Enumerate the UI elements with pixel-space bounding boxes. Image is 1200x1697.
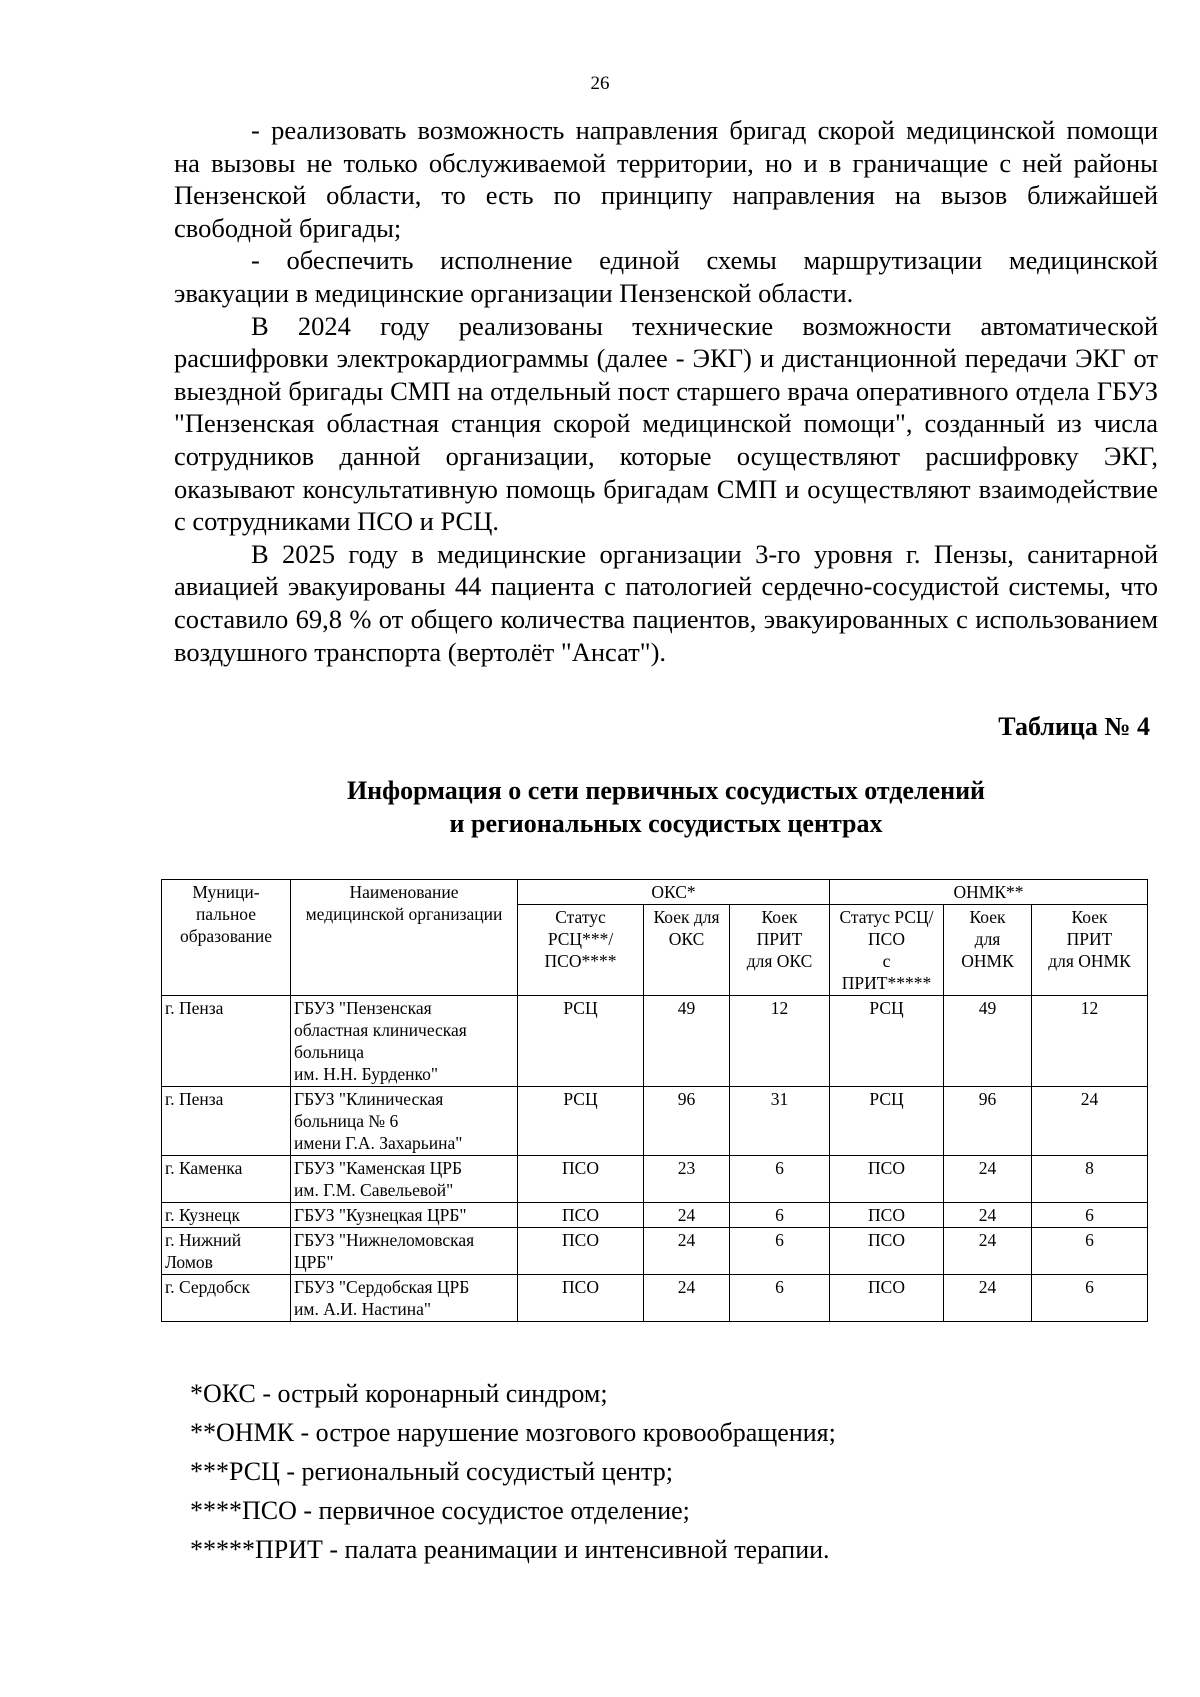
header-onmk-icu: Коек ПРИТ для ОНМК <box>1032 905 1148 996</box>
cell-oks-status: ПСО <box>518 1275 644 1322</box>
cell-oks-beds: 24 <box>644 1275 730 1322</box>
cell-onmk-beds: 24 <box>944 1275 1032 1322</box>
cell-oks-status: РСЦ <box>518 996 644 1087</box>
cell-onmk-icu: 12 <box>1032 996 1148 1087</box>
header-onmk-beds: Коек для ОНМК <box>944 905 1032 996</box>
footnotes <box>190 1374 1150 1569</box>
cell-oks-beds: 24 <box>644 1203 730 1228</box>
cell-onmk-icu: 6 <box>1032 1275 1148 1322</box>
cell-onmk-icu: 8 <box>1032 1156 1148 1203</box>
footnote: *ОКС - острый коронарный синдром; <box>190 1379 608 1408</box>
cell-municipality: г. Пенза <box>162 1087 291 1156</box>
cell-onmk-status: РСЦ <box>830 1087 944 1156</box>
page-number: 26 <box>590 73 610 94</box>
table-row <box>162 1228 1148 1275</box>
cell-onmk-beds: 49 <box>944 996 1032 1087</box>
cell-onmk-status: ПСО <box>830 1228 944 1275</box>
header-onmk-group: ОНМК** <box>830 880 1148 905</box>
cell-municipality: г. Нижний Ломов <box>162 1228 291 1275</box>
table-title <box>174 774 1158 840</box>
footnote: *****ПРИТ - палата реанимации и интенсивной терапии. <box>190 1535 830 1564</box>
table-row <box>162 1275 1148 1322</box>
cell-municipality: г. Пенза <box>162 996 291 1087</box>
cell-onmk-icu: 24 <box>1032 1087 1148 1156</box>
body-text <box>174 114 1158 668</box>
header-onmk-status: Статус РСЦ/ ПСО с ПРИТ***** <box>830 905 944 996</box>
cell-oks-beds: 96 <box>644 1087 730 1156</box>
paragraph: В 2025 году в медицинские организации 3-го уровня г. Пензы, санитарной авиацией эвакуированы 44 пациента с патологией сердечно-сосудистой системы, что составило 69,8 % от общего количества пациентов, эвакуированных с использованием воздушного транспорта (вертолёт "Ансат"). <box>174 538 1158 667</box>
cell-municipality: г. Кузнецк <box>162 1203 291 1228</box>
cell-oks-icu: 31 <box>730 1087 830 1156</box>
cell-oks-status: РСЦ <box>518 1087 644 1156</box>
cell-onmk-status: ПСО <box>830 1156 944 1203</box>
table-row <box>162 1156 1148 1203</box>
header-oks-group: ОКС* <box>518 880 830 905</box>
cell-oks-icu: 6 <box>730 1156 830 1203</box>
cell-onmk-beds: 96 <box>944 1087 1032 1156</box>
cell-oks-icu: 6 <box>730 1228 830 1275</box>
cell-onmk-status: РСЦ <box>830 996 944 1087</box>
table-title-line: и региональных сосудистых центрах <box>449 809 883 838</box>
footnote: ****ПСО - первичное сосудистое отделение; <box>190 1496 690 1525</box>
header-oks-status: Статус РСЦ***/ ПСО**** <box>518 905 644 996</box>
footnote: **ОНМК - острое нарушение мозгового кровообращения; <box>190 1418 836 1447</box>
cell-onmk-icu: 6 <box>1032 1203 1148 1228</box>
cell-organization: ГБУЗ "Сердобская ЦРБ им. А.И. Настина" <box>291 1275 518 1322</box>
cell-oks-icu: 6 <box>730 1275 830 1322</box>
cell-organization: ГБУЗ "Клиническая больница № 6 имени Г.А. Захарьина" <box>291 1087 518 1156</box>
cell-oks-status: ПСО <box>518 1203 644 1228</box>
header-organization: Наименование медицинской организации <box>291 880 518 996</box>
cell-municipality: г. Сердобск <box>162 1275 291 1322</box>
vascular-centers-table <box>161 879 1148 1322</box>
cell-oks-beds: 23 <box>644 1156 730 1203</box>
cell-organization: ГБУЗ "Нижнеломовская ЦРБ" <box>291 1228 518 1275</box>
table-header-row <box>162 880 1148 905</box>
footnote: ***РСЦ - региональный сосудистый центр; <box>190 1457 673 1486</box>
table-row <box>162 1087 1148 1156</box>
cell-municipality: г. Каменка <box>162 1156 291 1203</box>
cell-oks-icu: 12 <box>730 996 830 1087</box>
paragraph: В 2024 году реализованы технические возможности автоматической расшифровки электрокардиограммы (далее - ЭКГ) и дистанционной передачи ЭКГ от выездной бригады СМП на отдельный пост старшего врача оперативного отдела ГБУЗ "Пензенская областная станция скорой медицинской помощи", созданный из числа сотрудников данной организации, которые осуществляют расшифровку ЭКГ, оказывают консультативную помощь бригадам СМП и осуществляют взаимодействие с сотрудниками ПСО и РСЦ. <box>174 310 1158 537</box>
cell-onmk-beds: 24 <box>944 1203 1032 1228</box>
cell-oks-icu: 6 <box>730 1203 830 1228</box>
cell-onmk-beds: 24 <box>944 1228 1032 1275</box>
cell-organization: ГБУЗ "Каменская ЦРБ им. Г.М. Савельевой" <box>291 1156 518 1203</box>
table-title-line: Информация о сети первичных сосудистых отделений <box>346 776 986 805</box>
paragraph: - обеспечить исполнение единой схемы маршрутизации медицинской эвакуации в медицинские организации Пензенской области. <box>174 245 1158 308</box>
cell-organization: ГБУЗ "Пензенская областная клиническая больница им. Н.Н. Бурденко" <box>291 996 518 1087</box>
cell-oks-status: ПСО <box>518 1156 644 1203</box>
cell-onmk-icu: 6 <box>1032 1228 1148 1275</box>
cell-onmk-status: ПСО <box>830 1203 944 1228</box>
cell-oks-beds: 24 <box>644 1228 730 1275</box>
cell-onmk-status: ПСО <box>830 1275 944 1322</box>
table-row <box>162 996 1148 1087</box>
cell-oks-beds: 49 <box>644 996 730 1087</box>
cell-onmk-beds: 24 <box>944 1156 1032 1203</box>
table-row <box>162 1203 1148 1228</box>
header-oks-icu: Коек ПРИТ для ОКС <box>730 905 830 996</box>
cell-organization: ГБУЗ "Кузнецкая ЦРБ" <box>291 1203 518 1228</box>
table-label: Таблица № 4 <box>998 712 1150 741</box>
header-oks-beds: Коек для ОКС <box>644 905 730 996</box>
paragraph: - реализовать возможность направления бригад скорой медицинской помощи на вызовы не только обслуживаемой территории, но и в граничащие с ней районы Пензенской области, то есть по принципу направления на вызов ближайшей свободной бригады; <box>174 115 1158 243</box>
header-municipality: Муници- пальное образование <box>162 880 291 996</box>
cell-oks-status: ПСО <box>518 1228 644 1275</box>
